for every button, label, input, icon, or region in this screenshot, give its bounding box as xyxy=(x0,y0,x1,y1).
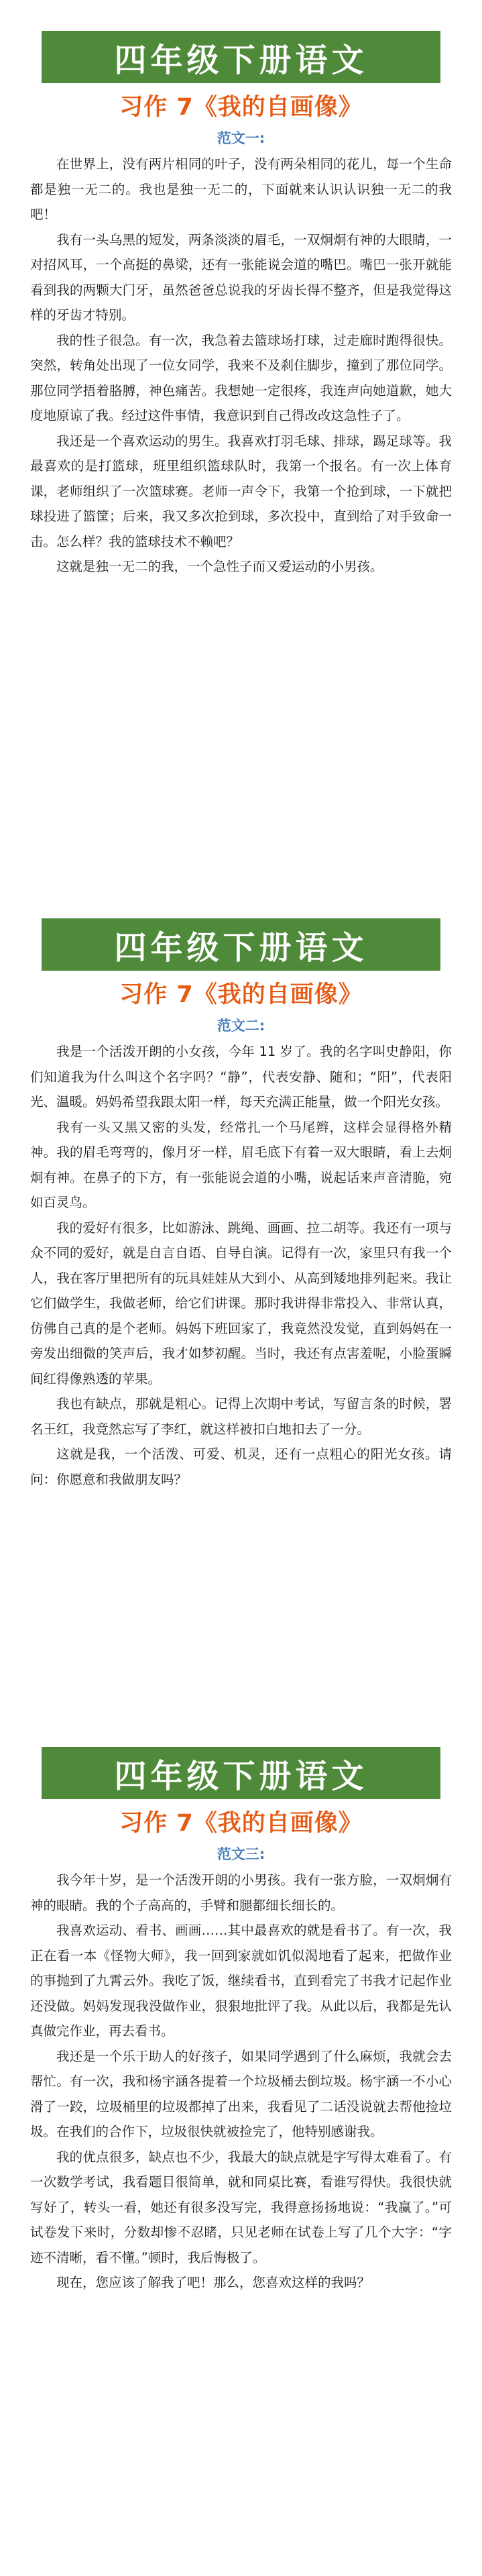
section-banner: 四年级下册语文 xyxy=(42,1747,440,1799)
essay-paragraph: 我的爱好有很多，比如游泳、跳绳、画画、拉二胡等。我还有一项与众不同的爱好，就是自言自语、自导自演。记得有一次，家里只有我一个人，我在客厅里把所有的玩具娃娃从大到小、从高到矮地排列起来。我让它们做学生，我做老师，给它们讲课。那时我讲得非常投入、非常认真，仿佛自己真的是个老师。妈妈下班回家了，我竟然没发觉，直到妈妈在一旁发出细微的笑声后，我才如梦初醒。当时，我还有点害羞呢，小脸蛋瞬间红得像熟透的苹果。 xyxy=(30,1220,452,1387)
essay-paragraph: 这就是我，一个活泼、可爱、机灵，还有一点粗心的阳光女孩。请问：你愿意和我做朋友吗？ xyxy=(30,1446,452,1487)
essay-label: 范文三: xyxy=(217,1846,265,1862)
section-subtitle: 习作 7《我的自画像》 xyxy=(119,94,363,121)
essay-paragraph: 我也有缺点，那就是粗心。记得上次期中考试，写留言条的时候，署名王红，我竟然忘写了李红，就这样被扣白地扣去了一分。 xyxy=(30,1396,452,1437)
essay-label: 范文一: xyxy=(217,130,265,146)
essay-body xyxy=(30,1868,452,2296)
essay-paragraph: 我有一头又黑又密的头发，经常扎一个马尾辫，这样会显得格外精神。我的眉毛弯弯的，像月牙一样，眉毛底下有着一双大眼睛，看上去炯炯有神。在鼻子的下方，有一张能说会道的小嘴，说起话来声音清脆，宛如百灵鸟。 xyxy=(30,1119,452,1210)
essay-section-3 xyxy=(0,1747,482,2296)
section-banner: 四年级下册语文 xyxy=(42,31,440,83)
section-subtitle: 习作 7《我的自画像》 xyxy=(119,981,363,1008)
essay-paragraph: 我还是一个喜欢运动的男生。我喜欢打羽毛球、排球，踢足球等。我最喜欢的是打篮球，班里组织篮球队时，我第一个报名。有一次上体育课，老师组织了一次篮球赛。老师一声令下，我第一个抢到球，一下就把球投进了篮筐；后来，我又多次抢到球，多次投中，直到给了对手致命一击。怎么样？我的篮球技术不赖吧？ xyxy=(30,433,452,549)
essay-paragraph: 在世界上，没有两片相同的叶子，没有两朵相同的花儿，每一个生命都是独一无二的。我也是独一无二的，下面就来认识认识独一无二的我吧！ xyxy=(30,156,452,222)
essay-section-2 xyxy=(0,918,482,1492)
essay-paragraph: 我还是一个乐于助人的好孩子，如果同学遇到了什么麻烦，我就会去帮忙。有一次，我和杨宇涵各提着一个垃圾桶去倒垃圾。杨宇涵一不小心滑了一跤，垃圾桶里的垃圾都掉了出来，我看见了二话没说就去帮他捡垃圾。在我们的合作下，垃圾很快就被捡完了，他特别感谢我。 xyxy=(30,2048,452,2139)
essay-paragraph: 我的优点很多，缺点也不少，我最大的缺点就是字写得太难看了。有一次数学考试，我看题目很简单，就和同桌比赛，看谁写得快。我很快就写好了，转头一看，她还有很多没写完，我得意扬扬地说：“我赢了。”可试卷发下来时，分数却惨不忍睹，只见老师在试卷上写了几个大字：“字迹不清晰，看不懂。”顿时，我后悔极了。 xyxy=(30,2149,452,2265)
essay-body xyxy=(30,152,452,580)
section-subtitle: 习作 7《我的自画像》 xyxy=(119,1810,363,1837)
essay-paragraph: 这就是独一无二的我，一个急性子而又爱运动的小男孩。 xyxy=(56,559,383,574)
essay-section-1 xyxy=(0,31,482,580)
essay-paragraph: 我今年十岁，是一个活泼开朗的小男孩。我有一张方脸，一双炯炯有神的眼睛。我的个子高高的，手臂和腿都细长细长的。 xyxy=(30,1872,452,1913)
essay-paragraph: 我喜欢运动、看书、画画……其中最喜欢的就是看书了。有一次，我正在看一本《怪物大师》，我一回到家就如饥似渴地看了起来，把做作业的事抛到了九霄云外。我吃了饭，继续看书，直到看完了书我才记起作业还没做。妈妈发现我没做作业，狠狠地批评了我。从此以后，我都是先认真做完作业，再去看书。 xyxy=(30,1923,452,2039)
essay-body xyxy=(30,1039,452,1492)
essay-paragraph: 现在，您应该了解我了吧！那么，您喜欢这样的我吗？ xyxy=(56,2275,371,2290)
essay-paragraph: 我有一头乌黑的短发，两条淡淡的眉毛，一双炯炯有神的大眼睛，一对招风耳，一个高挺的鼻梁，还有一张能说会道的嘴巴。嘴巴一张开就能看到我的两颗大门牙，虽然爸爸总说我的牙齿长得不整齐，但是我觉得这样的牙齿才特别。 xyxy=(30,231,452,323)
section-banner: 四年级下册语文 xyxy=(42,918,440,971)
essay-label: 范文二: xyxy=(217,1018,265,1034)
essay-paragraph: 我的性子很急。有一次，我急着去篮球场打球，过走廊时跑得很快。突然，转角处出现了一位女同学，我来不及刹住脚步，撞到了那位同学。那位同学捂着胳膊，神色痛苦。我想她一定很疼，我连声向她道歉，她大度地原谅了我。经过这件事情，我意识到自己得改改这急性子了。 xyxy=(30,332,452,423)
essay-paragraph: 我是一个活泼开朗的小女孩，今年 11 岁了。我的名字叫史静阳，你们知道我为什么叫这个名字吗？“静”，代表安静、随和；“阳”，代表阳光、温暖。妈妈希望我跟太阳一样，每天充满正能量，做一个阳光女孩。 xyxy=(30,1044,452,1110)
